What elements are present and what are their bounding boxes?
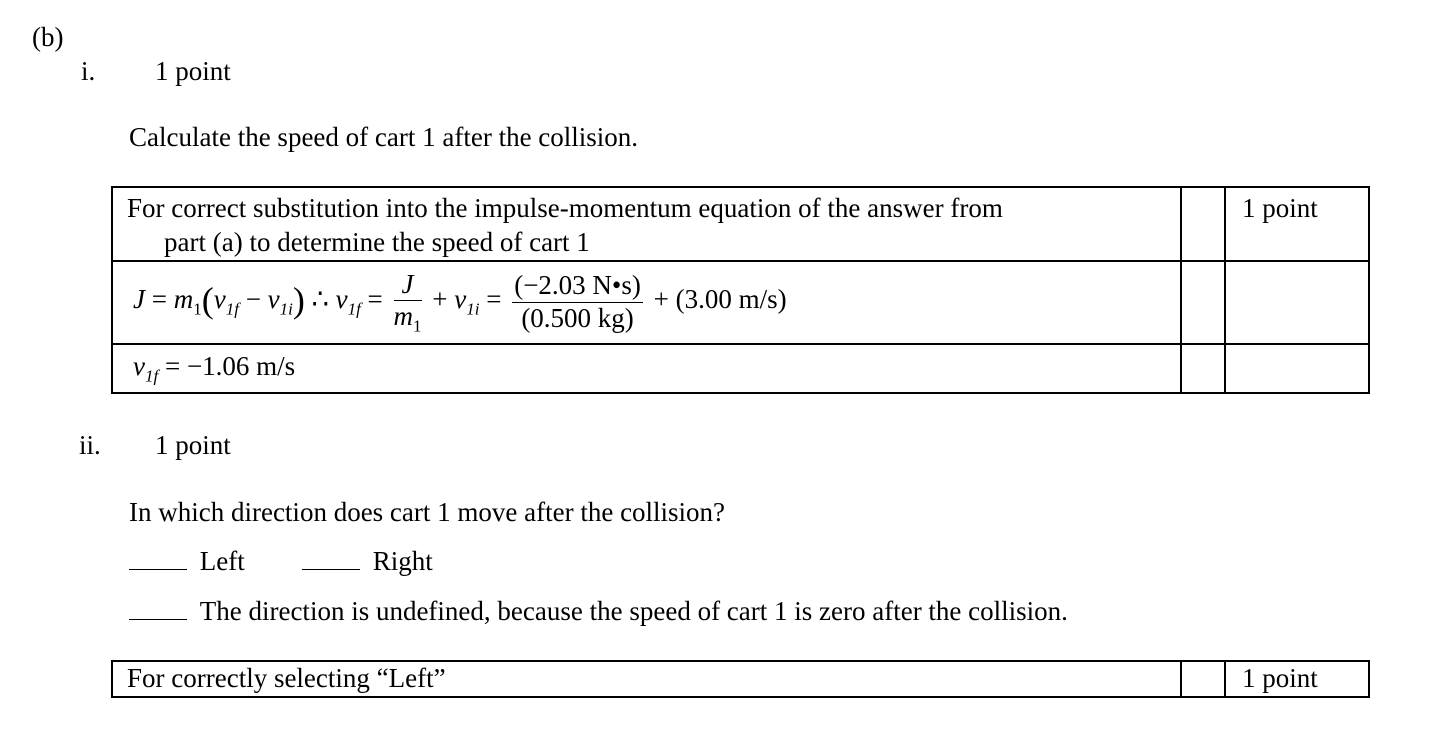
rubric-ii-criterion: For correctly selecting “Left” bbox=[127, 663, 446, 694]
rubric-ii-check-cell bbox=[1181, 661, 1225, 697]
answer-points-cell bbox=[1225, 344, 1369, 393]
option-left-label: Left bbox=[199, 546, 245, 576]
part-ii-rubric-table bbox=[111, 660, 1370, 698]
part-i-numeral: i. bbox=[81, 56, 96, 86]
rubric-check-cell bbox=[1181, 187, 1225, 261]
rubric-ii-points: 1 point bbox=[1242, 663, 1318, 694]
option-left-blank[interactable] bbox=[129, 569, 187, 570]
answer-check-cell bbox=[1181, 344, 1225, 393]
part-i-rubric-table bbox=[111, 186, 1370, 394]
part-i-points: 1 point bbox=[155, 56, 231, 86]
equation-cell bbox=[112, 261, 1181, 344]
rubric-criterion-cell bbox=[112, 187, 1181, 261]
part-ii-numeral: ii. bbox=[79, 430, 101, 460]
rubric-ii-criterion-cell bbox=[112, 661, 1181, 697]
rubric-points-cell bbox=[1225, 187, 1369, 261]
option-undefined-label: The direction is undefined, because the speed of cart 1 is zero after the collision. bbox=[199, 596, 1068, 626]
part-label: (b) bbox=[32, 22, 64, 52]
final-velocity-value: = −1.06 m/s bbox=[164, 350, 296, 381]
option-undefined-blank[interactable] bbox=[129, 619, 187, 620]
impulse-value: (−2.03 N•s) bbox=[512, 270, 643, 302]
initial-velocity: + (3.00 m/s) bbox=[653, 284, 787, 315]
part-i-question: Calculate the speed of cart 1 after the collision. bbox=[129, 122, 639, 152]
part-ii-points: 1 point bbox=[155, 430, 231, 460]
part-ii-question: In which direction does cart 1 move after the collision? bbox=[129, 497, 726, 527]
option-right[interactable] bbox=[302, 548, 433, 575]
option-right-label: Right bbox=[372, 546, 433, 576]
equation-points-cell bbox=[1225, 261, 1369, 344]
rubric-points: 1 point bbox=[1242, 193, 1318, 223]
answer-cell bbox=[112, 344, 1181, 393]
option-left[interactable] bbox=[129, 548, 245, 575]
option-undefined[interactable] bbox=[129, 598, 1068, 625]
option-right-blank[interactable] bbox=[302, 569, 360, 570]
mass-value: (0.500 kg) bbox=[521, 302, 634, 333]
final-velocity-equation: $v_{1f} = -1.06$ m/s bbox=[133, 350, 296, 386]
impulse-momentum-equation: $J = m_1(v_{1f} - v_{1i})$ ∴ $v_{1f}$ = $\frac{J}{m_1}$ + $v_{1i}$ = $\frac{(-2.03 N•s)}{(0.500 kg)}$ + (3.00 m/s) bbox=[133, 268, 787, 335]
rubric-criterion-line1: For correct substitution into the impulse-momentum equation of the answer from bbox=[127, 193, 1003, 223]
equation-check-cell bbox=[1181, 261, 1225, 344]
rubric-ii-points-cell bbox=[1225, 661, 1369, 697]
rubric-criterion-line2: part (a) to determine the speed of cart 1 bbox=[164, 226, 590, 257]
